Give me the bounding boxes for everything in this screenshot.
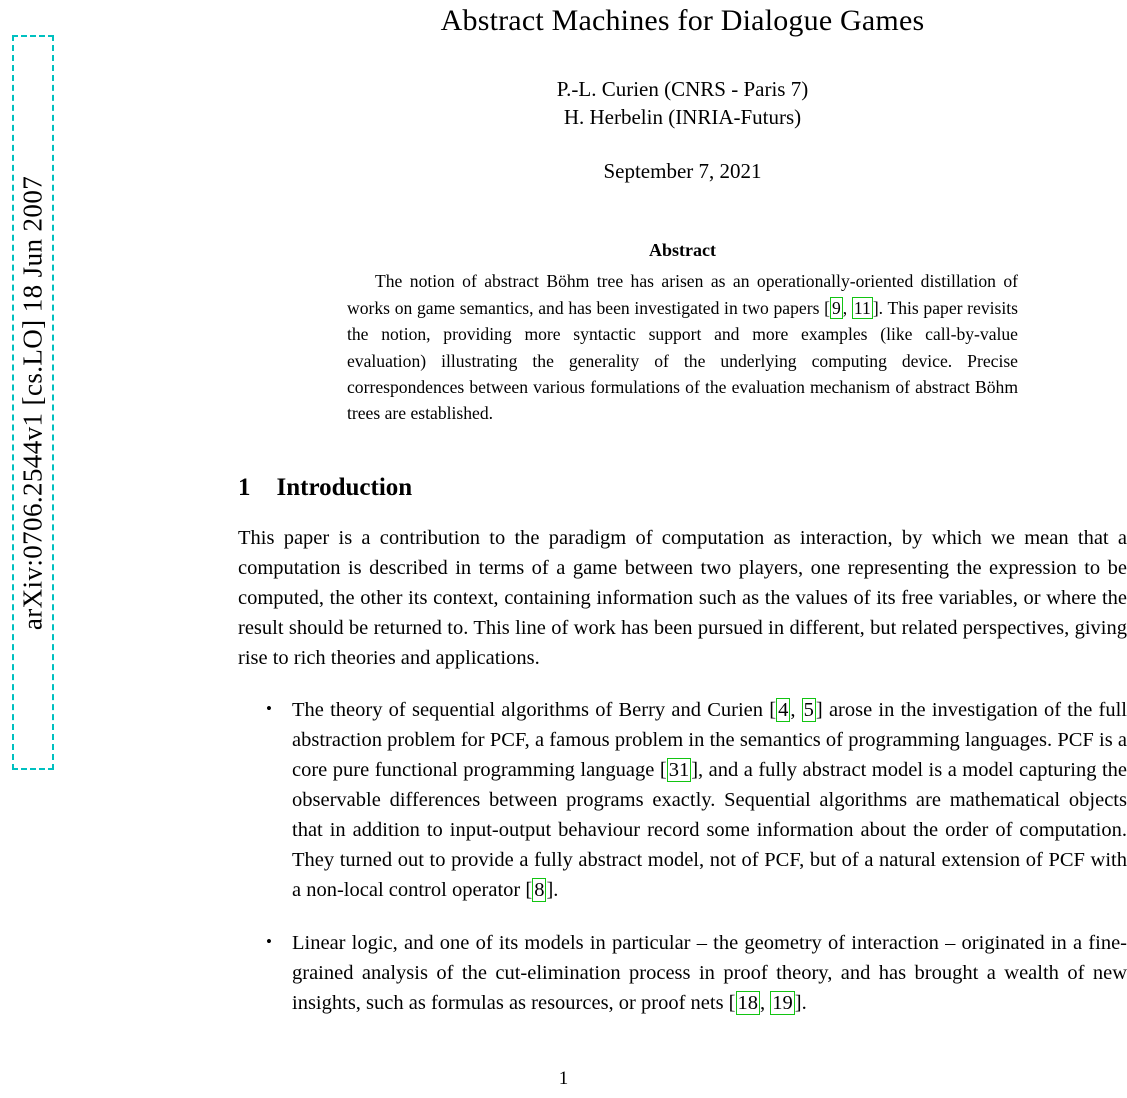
abstract-part-1: The notion of abstract Böhm tree has arisen as an operationally-oriented distillation of works on game semantics, and has been investigated in two papers [ <box>347 271 1018 318</box>
abstract-heading: Abstract <box>649 240 716 261</box>
paper-date: September 7, 2021 <box>603 159 762 184</box>
bullet-list <box>238 695 1127 1018</box>
list-item <box>238 695 1127 905</box>
page-title: Abstract Machines for Dialogue Games <box>440 4 925 37</box>
bullet-2-text-1: Linear logic, and one of its models in particular – the geometry of interaction – originated in a fine-grained analysis of the cut-elimination process in proof theory, and has brought a wealth of new insights, such as formulas as resources, or proof nets [ <box>292 932 1127 1015</box>
paper-content <box>238 0 1127 1018</box>
section-heading <box>238 474 1127 502</box>
citation-link[interactable]: 19 <box>772 992 793 1015</box>
arxiv-stamp-text: arXiv:0706.2544v1 [cs.LO] 18 Jun 2007 <box>17 175 48 630</box>
bullet-1-sep-1: , <box>790 698 802 721</box>
section-number: 1 <box>238 473 251 501</box>
list-item <box>238 928 1127 1018</box>
abstract-section <box>292 240 1073 426</box>
abstract-text <box>292 268 1073 426</box>
abstract-sep-1: , <box>842 297 852 318</box>
intro-paragraph: This paper is a contribution to the paradigm of computation as interaction, by which we mean that a computation is described in terms of a game between two players, one representing the expression to be computed, the other its context, containing information such as the values of its free variables, or where the result should be returned to. This line of work has been pursued in different, but related perspectives, giving rise to rich theories and applications. <box>238 526 1127 669</box>
citation-link[interactable]: 9 <box>831 297 841 318</box>
bullet-1-text-1: The theory of sequential algorithms of Berry and Curien [ <box>292 698 777 721</box>
citation-link[interactable]: 11 <box>853 297 871 318</box>
author-2: H. Herbelin (INRIA-Futurs) <box>563 104 802 129</box>
citation-link[interactable]: 8 <box>534 879 545 902</box>
bullet-1-text-4: ]. <box>546 879 559 902</box>
arxiv-stamp <box>12 35 54 770</box>
page-number: 1 <box>558 1068 569 1089</box>
citation-link[interactable]: 18 <box>737 992 759 1015</box>
bullet-1-text-2: ] arose in the investigation of the full abstraction problem for PCF, a famous problem in the semantics of programming languages. PCF is a core pure functional programming language [ <box>292 698 1127 781</box>
author-1: P.-L. Curien (CNRS - Paris 7) <box>556 77 809 101</box>
bullet-icon: • <box>266 932 272 952</box>
section-title: Introduction <box>276 473 413 501</box>
bullet-2-sep-1: , <box>760 992 771 1015</box>
bullet-1-text-3: ], and a fully abstract model is a model capturing the observable differences between programs exactly. Sequential algorithms are mathematical objects that in addition to input-output behaviour record some information about the order of computation. They turned out to provide a fully abstract model, not of PCF, but of a natural extension of PCF with a non-local control operator [ <box>292 759 1127 902</box>
abstract-part-2: ]. This paper revisits the notion, providing more syntactic support and more examples (like call-by-value evaluation) illustrating the generality of the underlying computing device. Precise correspondences between various formulations of the evaluation mechanism of abstract Böhm trees are established. <box>347 297 1019 424</box>
bullet-2-text-2: ]. <box>794 992 807 1015</box>
author-list <box>238 76 1127 131</box>
citation-link[interactable]: 31 <box>668 759 690 781</box>
bullet-icon: • <box>266 698 272 718</box>
citation-link[interactable]: 5 <box>803 698 814 721</box>
citation-link[interactable]: 4 <box>778 698 789 721</box>
